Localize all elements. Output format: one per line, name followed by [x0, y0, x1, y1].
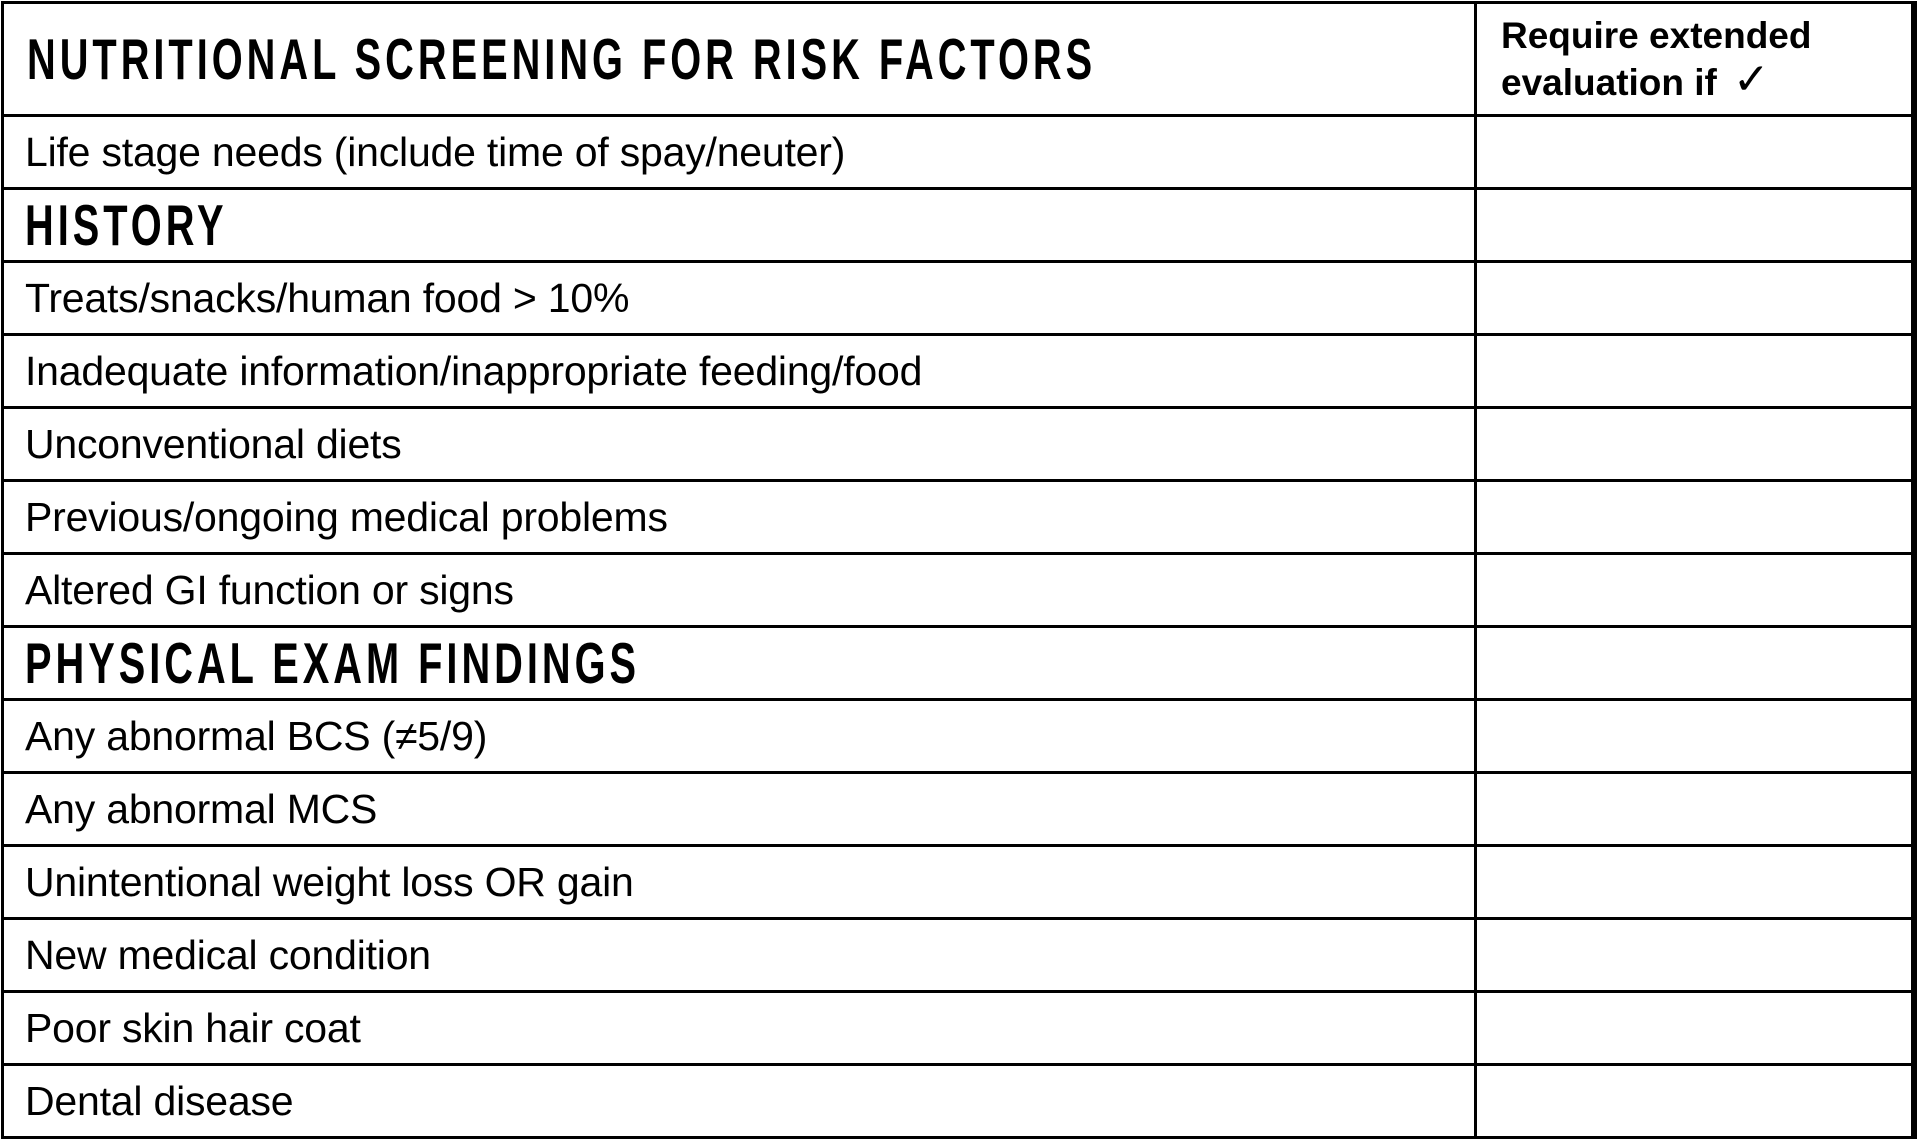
check-cell-abnormal-bcs[interactable] — [1477, 701, 1911, 771]
check-cell-dental-disease[interactable] — [1477, 1066, 1911, 1136]
check-cell-altered-gi[interactable] — [1477, 555, 1911, 625]
row-label: Unintentional weight loss OR gain — [25, 858, 634, 905]
nutritional-screening-table — [1, 1, 1917, 1139]
row-label: Poor skin hair coat — [25, 1004, 361, 1051]
row-previous-medical-problems — [4, 482, 1474, 552]
check-column-header-line2-text: evaluation if — [1501, 62, 1717, 103]
check-cell-history[interactable] — [1477, 190, 1911, 260]
row-label: Unconventional diets — [25, 420, 402, 467]
row-label: Previous/ongoing medical problems — [25, 493, 668, 540]
row-label: Any abnormal MCS — [25, 785, 378, 832]
table-title-cell — [4, 4, 1474, 114]
check-cell-poor-skin-hair-coat[interactable] — [1477, 993, 1911, 1063]
section-label: PHYSICAL EXAM FINDINGS — [25, 631, 641, 695]
row-weight-loss-gain — [4, 847, 1474, 917]
row-abnormal-bcs — [4, 701, 1474, 771]
row-poor-skin-hair-coat — [4, 993, 1474, 1063]
row-label: Dental disease — [25, 1077, 294, 1124]
check-cell-previous-medical-problems[interactable] — [1477, 482, 1911, 552]
check-cell-new-medical-condition[interactable] — [1477, 920, 1911, 990]
row-label: Treats/snacks/human food > 10% — [25, 274, 630, 321]
check-cell-physical-exam[interactable] — [1477, 628, 1911, 698]
checkmark-icon: ✓ — [1732, 54, 1770, 105]
section-label: HISTORY — [25, 193, 228, 257]
row-treats-snacks — [4, 263, 1474, 333]
section-row-physical-exam — [4, 628, 1474, 698]
table-title: NUTRITIONAL SCREENING FOR RISK FACTORS — [27, 27, 1097, 91]
check-cell-treats-snacks[interactable] — [1477, 263, 1911, 333]
row-new-medical-condition — [4, 920, 1474, 990]
check-cell-life-stage[interactable] — [1477, 117, 1911, 187]
check-cell-weight-loss-gain[interactable] — [1477, 847, 1911, 917]
row-altered-gi — [4, 555, 1474, 625]
check-column-header — [1477, 4, 1911, 114]
check-cell-abnormal-mcs[interactable] — [1477, 774, 1911, 844]
section-row-history — [4, 190, 1474, 260]
check-cell-inadequate-information[interactable] — [1477, 336, 1911, 406]
row-inadequate-information — [4, 336, 1474, 406]
row-life-stage — [4, 117, 1474, 187]
row-label: Any abnormal BCS (≠5/9) — [25, 712, 488, 759]
check-column-header-line2 — [1501, 54, 1770, 106]
row-label: Inadequate information/inappropriate feeding/food — [25, 347, 923, 394]
row-dental-disease — [4, 1066, 1474, 1136]
check-column-header-line1: Require extended — [1501, 15, 1812, 56]
row-label: Altered GI function or signs — [25, 566, 514, 613]
row-abnormal-mcs — [4, 774, 1474, 844]
row-unconventional-diets — [4, 409, 1474, 479]
row-label: New medical condition — [25, 931, 431, 978]
check-cell-unconventional-diets[interactable] — [1477, 409, 1911, 479]
row-label: Life stage needs (include time of spay/neuter) — [25, 128, 846, 175]
